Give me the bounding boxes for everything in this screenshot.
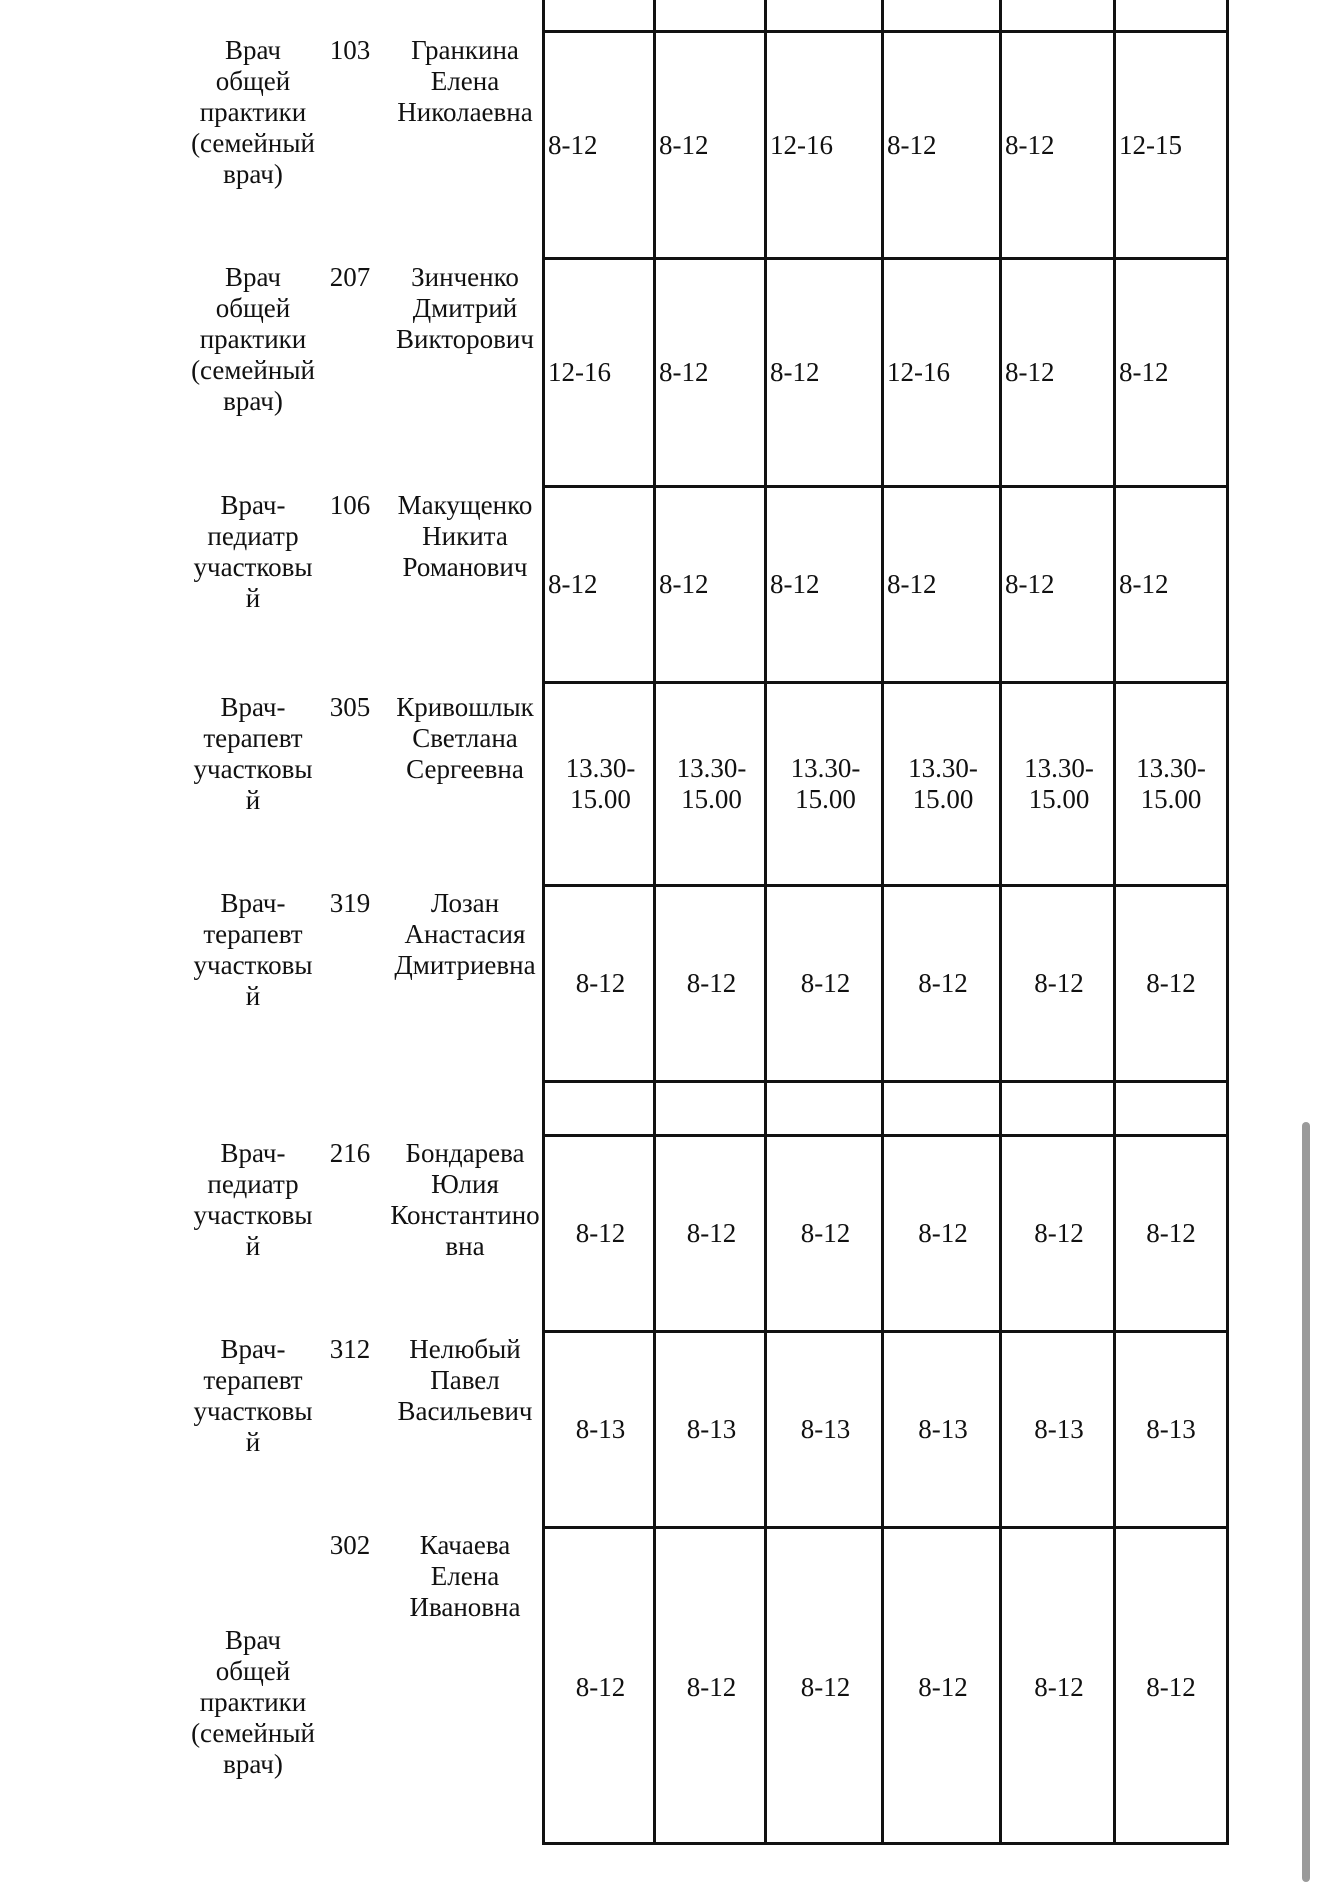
specialty-label: Врач общей практики (семейный врач)	[191, 35, 315, 189]
hours-cell	[1113, 1080, 1229, 1134]
hours-cell	[881, 681, 1002, 884]
hours-text: 13.30- 15.00	[565, 753, 636, 814]
hours-text: 12-15	[1119, 129, 1182, 160]
hours-cell	[1113, 884, 1229, 1080]
hours-cell	[764, 1080, 884, 1134]
hours-cell	[764, 1526, 884, 1845]
room-number: 207	[329, 262, 371, 292]
doctor-name: Кривошлык Светлана Сергеевна	[396, 692, 534, 784]
scrollbar[interactable]	[1302, 1122, 1310, 1882]
hours-text: 8-12	[548, 569, 598, 599]
hours-cell	[764, 884, 884, 1080]
hours-cell	[653, 1134, 767, 1330]
table-top-stub	[542, 0, 656, 31]
hours-cell	[999, 884, 1116, 1080]
hours-cell	[764, 30, 884, 257]
hours-cell	[999, 681, 1116, 884]
doctor-name: Нелюбый Павел Васильевич	[397, 1334, 533, 1426]
hours-text: 8-12	[1034, 1218, 1084, 1248]
hours-text: 8-13	[918, 1414, 968, 1444]
table-bottom-border	[542, 1842, 1229, 1845]
hours-text: 12-16	[770, 129, 833, 160]
hours-cell	[1113, 1134, 1229, 1330]
hours-text: 12-16	[548, 357, 611, 387]
hours-cell	[653, 485, 767, 681]
hours-text: 8-12	[1146, 968, 1196, 998]
hours-text: 8-12	[575, 968, 626, 998]
hours-text: 8-13	[800, 1414, 851, 1444]
hours-cell	[881, 1330, 1002, 1526]
hours-cell	[1113, 681, 1229, 884]
hours-cell	[1113, 1330, 1229, 1526]
hours-text: 8-12	[887, 569, 937, 599]
room-number: 319	[329, 888, 371, 918]
hours-text: 8-12	[686, 1218, 737, 1248]
hours-text: 8-13	[1146, 1414, 1196, 1444]
hours-cell	[999, 1330, 1116, 1526]
hours-cell	[542, 30, 656, 257]
hours-text: 8-12	[575, 1671, 626, 1702]
hours-text: 8-12	[1005, 357, 1055, 387]
hours-cell	[1113, 257, 1229, 485]
hours-cell	[653, 30, 767, 257]
hours-cell	[542, 1080, 656, 1134]
specialty-label: Врач общей практики (семейный врач)	[191, 262, 315, 416]
table-top-stub	[653, 0, 767, 31]
doctor-name: Бондарева Юлия Константино вна	[390, 1138, 540, 1261]
hours-cell	[881, 1080, 1002, 1134]
hours-text: 8-12	[1119, 357, 1169, 387]
hours-cell	[881, 1526, 1002, 1845]
hours-text: 8-12	[887, 129, 937, 160]
hours-cell	[999, 257, 1116, 485]
hours-text: 13.30- 15.00	[790, 753, 861, 814]
table-top-stub	[999, 0, 1116, 31]
hours-cell	[653, 1526, 767, 1845]
hours-cell	[1113, 1526, 1229, 1845]
hours-cell	[542, 681, 656, 884]
hours-cell	[881, 1134, 1002, 1330]
hours-cell	[542, 884, 656, 1080]
hours-cell	[764, 485, 884, 681]
hours-text: 8-12	[918, 1218, 968, 1248]
hours-cell	[542, 485, 656, 681]
hours-cell	[653, 681, 767, 884]
hours-text: 8-12	[659, 357, 709, 387]
hours-cell	[881, 30, 1002, 257]
hours-text: 13.30- 15.00	[908, 753, 978, 814]
hours-text: 8-12	[1119, 569, 1169, 599]
hours-text: 8-13	[575, 1414, 626, 1444]
hours-text: 8-12	[800, 968, 851, 998]
doctor-name: Зинченко Дмитрий Викторович	[396, 262, 534, 354]
specialty-label: Врач общей практики (семейный врач)	[191, 1625, 315, 1779]
doctor-name: Макущенко Никита Романович	[397, 490, 533, 582]
hours-text: 8-12	[1146, 1218, 1196, 1248]
room-number: 312	[329, 1334, 371, 1364]
hours-text: 8-12	[1146, 1671, 1196, 1702]
hours-cell	[764, 1330, 884, 1526]
specialty-label: Врач- терапевт участковы й	[193, 1334, 313, 1457]
doctor-name: Лозан Анастасия Дмитриевна	[394, 888, 536, 980]
hours-cell	[542, 257, 656, 485]
hours-cell	[999, 1526, 1116, 1845]
hours-text: 13.30- 15.00	[676, 753, 747, 814]
hours-cell	[999, 30, 1116, 257]
table-top-stub	[764, 0, 884, 31]
hours-cell	[653, 1080, 767, 1134]
hours-cell	[764, 257, 884, 485]
room-number: 302	[329, 1530, 371, 1560]
hours-text: 13.30- 15.00	[1024, 753, 1094, 814]
hours-cell	[542, 1330, 656, 1526]
hours-cell	[542, 1134, 656, 1330]
hours-cell	[764, 681, 884, 884]
hours-cell	[881, 257, 1002, 485]
hours-text: 8-12	[575, 1218, 626, 1248]
hours-text: 8-12	[800, 1218, 851, 1248]
hours-text: 8-12	[918, 968, 968, 998]
hours-cell	[881, 485, 1002, 681]
hours-text: 8-12	[686, 968, 737, 998]
room-number: 106	[329, 490, 371, 520]
table-top-stub	[881, 0, 1002, 31]
hours-cell	[653, 1330, 767, 1526]
hours-text: 8-12	[548, 129, 598, 160]
hours-cell	[653, 884, 767, 1080]
hours-cell	[764, 1134, 884, 1330]
room-number: 103	[329, 35, 371, 65]
hours-cell	[881, 884, 1002, 1080]
hours-cell	[542, 1526, 656, 1845]
specialty-label: Врач- педиатр участковы й	[193, 490, 313, 613]
hours-text: 8-12	[1005, 129, 1055, 160]
hours-text: 8-12	[800, 1671, 851, 1702]
room-number: 305	[329, 692, 371, 722]
specialty-label: Врач- терапевт участковы й	[193, 692, 313, 815]
specialty-label: Врач- педиатр участковы й	[193, 1138, 313, 1261]
hours-text: 8-13	[1034, 1414, 1084, 1444]
hours-text: 8-12	[1005, 569, 1055, 599]
hours-cell	[1113, 30, 1229, 257]
hours-text: 8-12	[686, 1671, 737, 1702]
hours-text: 8-12	[1034, 1671, 1084, 1702]
specialty-label: Врач- терапевт участковы й	[193, 888, 313, 1011]
hours-cell	[1113, 485, 1229, 681]
table-top-stub	[1113, 0, 1229, 31]
hours-text: 8-12	[659, 569, 709, 599]
hours-text: 8-12	[918, 1671, 968, 1702]
hours-text: 12-16	[887, 357, 950, 387]
hours-text: 8-12	[1034, 968, 1084, 998]
hours-text: 8-12	[770, 569, 820, 599]
hours-cell	[653, 257, 767, 485]
hours-text: 8-12	[659, 129, 709, 160]
hours-cell	[999, 485, 1116, 681]
hours-text: 8-13	[686, 1414, 737, 1444]
room-number: 216	[329, 1138, 371, 1168]
hours-text: 8-12	[770, 357, 820, 387]
hours-text: 13.30- 15.00	[1136, 753, 1206, 814]
hours-cell	[999, 1134, 1116, 1330]
hours-cell	[999, 1080, 1116, 1134]
doctor-name: Гранкина Елена Николаевна	[397, 35, 533, 127]
doctor-name: Качаева Елена Ивановна	[409, 1530, 521, 1622]
